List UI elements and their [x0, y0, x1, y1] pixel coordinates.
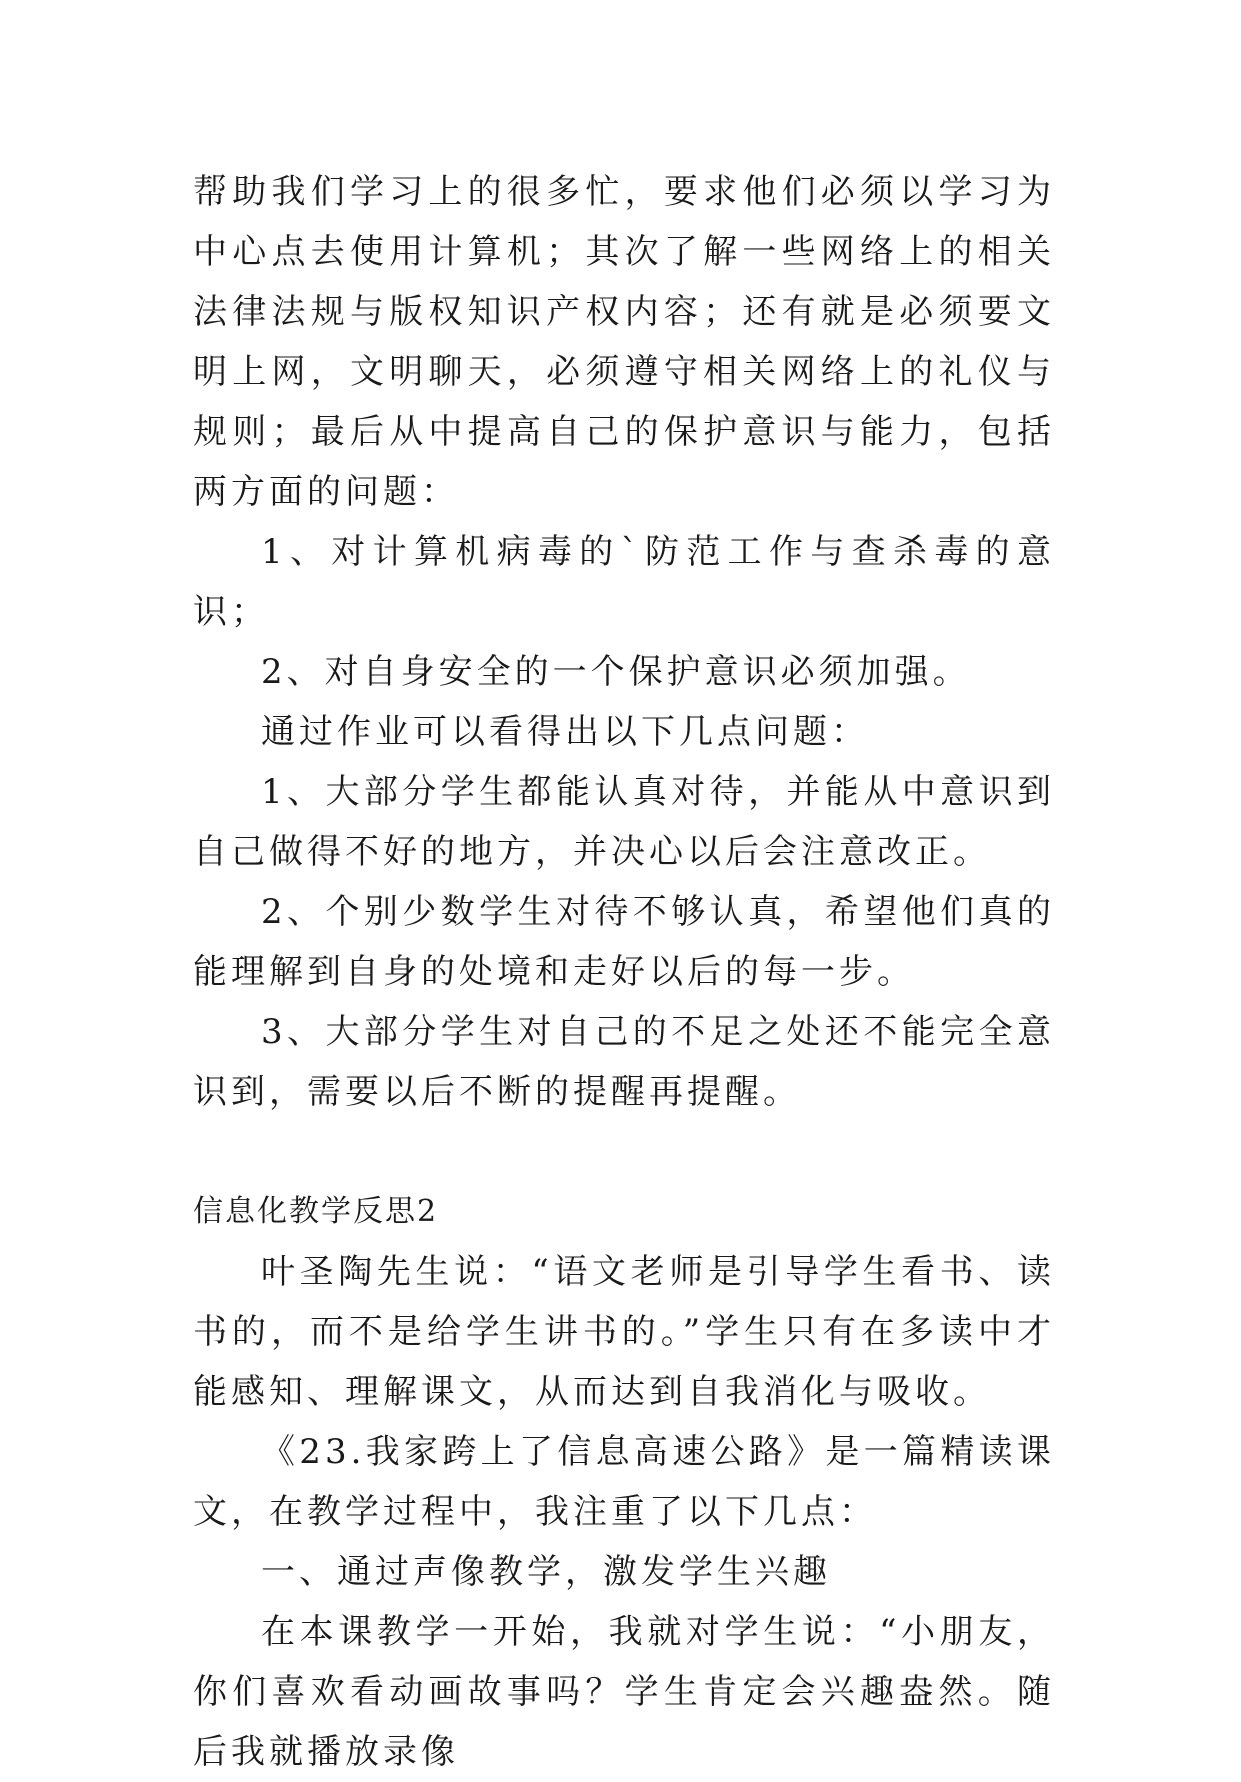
paragraph: 通过作业可以看得出以下几点问题： [261, 712, 869, 752]
section-title: 信息化教学反思2 [193, 1194, 439, 1229]
paragraph: 帮助我们学习上的很多忙，要求他们必须以学习为中心点去使用计算机；其次了解一些网络上的相关法律法规与版权知识产权内容；还有就是必须要文明上网，文明聊天，必须遵守相关网络上的礼仪与规则；最后从中提高自己的保护意识与能力，包括两方面的问题： [193, 172, 1055, 512]
list-item: 3、大部分学生对自己的不足之处还不能完全意识到，需要以后不断的提醒再提醒。 [193, 1012, 1055, 1112]
list-item: 2、对自身安全的一个保护意识必须加强。 [261, 652, 971, 692]
paragraph: 在本课教学一开始，我就对学生说：“小朋友，你们喜欢看动画故事吗？学生肯定会兴趣盎然。随后我就播放录像 [193, 1612, 1055, 1772]
document-body [193, 162, 1055, 1782]
list-item: 2、个别少数学生对待不够认真，希望他们真的能理解到自身的处境和走好以后的每一步。 [193, 892, 1055, 992]
paragraph: 叶圣陶先生说：“语文老师是引导学生看书、读书的，而不是给学生讲书的。”学生只有在多读中才能感知、理解课文，从而达到自我消化与吸收。 [193, 1252, 1055, 1412]
paragraph: 《23.我家跨上了信息高速公路》是一篇精读课文，在教学过程中，我注重了以下几点： [193, 1432, 1055, 1532]
list-item: 1、大部分学生都能认真对待，并能从中意识到自己做得不好的地方，并决心以后会注意改正。 [193, 772, 1055, 872]
list-item: 1、对计算机病毒的`防范工作与查杀毒的意识； [193, 532, 1055, 632]
subheading: 一、通过声像教学，激发学生兴趣 [261, 1552, 831, 1592]
